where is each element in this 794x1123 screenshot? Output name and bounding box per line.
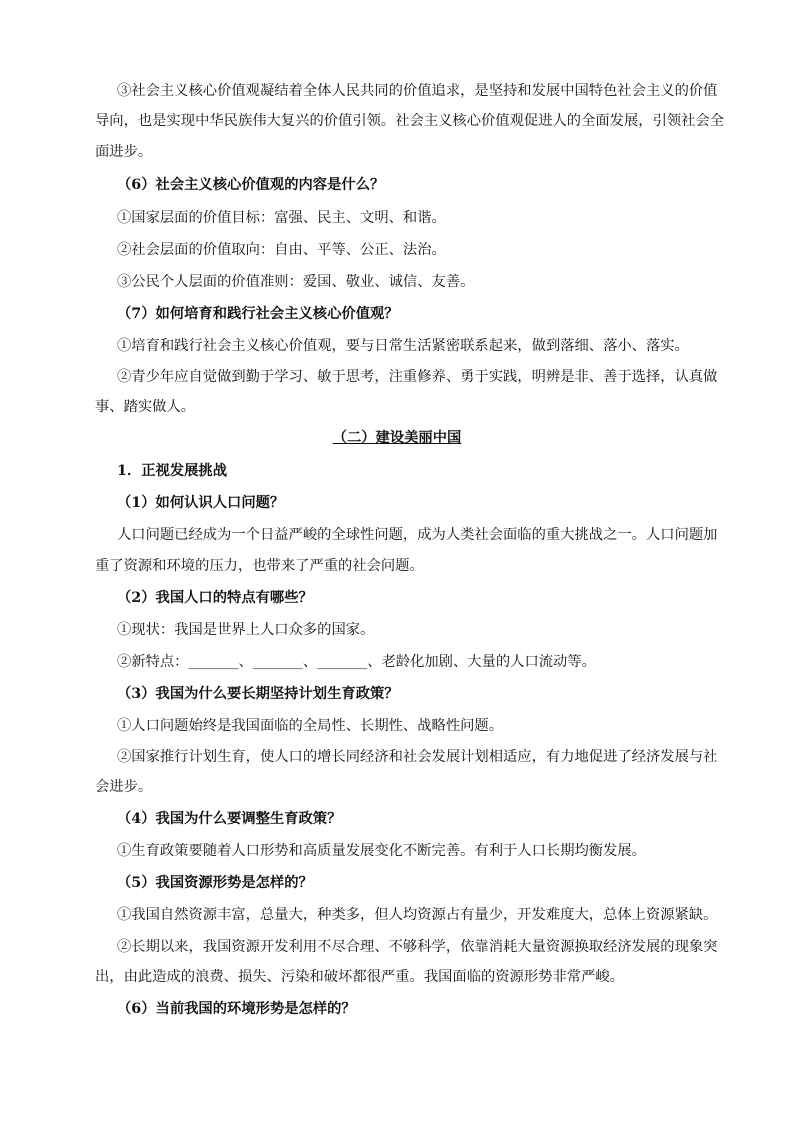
answer-line: ②青少年应自觉做到勤于学习、敏于思考，注重修养、勇于实践，明辨是非、善于选择，认真做: [117, 369, 718, 385]
question-heading: （5）我国资源形势是怎样的？: [117, 875, 313, 891]
question-heading: （7）如何培育和践行社会主义核心价值观？: [117, 306, 399, 322]
answer-line: ②社会层面的价值取向：自由、平等、公正、法治。: [117, 242, 446, 258]
answer-line: ③公民个人层面的价值准则：爱国、敬业、诚信、友善。: [117, 274, 475, 290]
answer-line: ①人口问题始终是我国面临的全局性、长期性、战略性问题。: [117, 718, 504, 734]
subsection-heading: 1．正视发展挑战: [117, 463, 228, 479]
question-heading: （3）我国为什么要长期坚持计划生育政策？: [117, 686, 399, 702]
answer-line: 会进步。: [95, 779, 153, 795]
answer-line: ①生育政策要随着人口形势和高质量发展变化不断完善。有利于人口长期均衡发展。: [117, 843, 646, 859]
answer-line-with-blanks: ②新特点：_______、_______、_______、老龄化加剧、大量的人口流动等。: [117, 654, 596, 670]
question-heading: （1）如何认识人口问题？: [117, 495, 285, 511]
answer-line: ①现状：我国是世界上人口众多的国家。: [117, 622, 375, 638]
answer-line: 人口问题已经成为一个日益严峻的全球性问题，成为人类社会面临的重大挑战之一。人口问题加: [117, 527, 718, 543]
question-heading: （6）社会主义核心价值观的内容是什么？: [117, 177, 385, 193]
answer-line: ①国家层面的价值目标：富强、民主、文明、和谐。: [117, 210, 446, 226]
question-heading: （2）我国人口的特点有哪些？: [117, 590, 313, 606]
question-heading: （4）我国为什么要调整生育政策？: [117, 811, 342, 827]
paragraph-line: ③社会主义核心价值观凝结着全体人民共同的价值追求，是坚持和发展中国特色社会主义的价值: [117, 83, 718, 99]
section-title: （二）建设美丽中国: [332, 430, 462, 446]
answer-line: ②长期以来，我国资源开发利用不尽合理、不够科学，依靠消耗大量资源换取经济发展的现象突: [117, 939, 718, 955]
paragraph-line: 导向，也是实现中华民族伟大复兴的价值引领。社会主义核心价值观促进人的全面发展，引领社会全: [95, 113, 725, 129]
answer-line: ①培育和践行社会主义核心价值观，要与日常生活紧密联系起来，做到落细、落小、落实。: [117, 338, 689, 354]
paragraph-line: 面进步。: [95, 144, 153, 160]
answer-line: 事、踏实做人。: [95, 399, 196, 415]
question-heading: （6）当前我国的环境形势是怎样的？: [117, 1001, 356, 1017]
answer-line: ②国家推行计划生育，使人口的增长同经济和社会发展计划相适应，有力地促进了经济发展与社: [117, 749, 718, 765]
answer-line: ①我国自然资源丰富，总量大，种类多，但人均资源占有量少，开发难度大，总体上资源紧缺。: [117, 907, 718, 923]
answer-line: 重了资源和环境的压力，也带来了严重的社会问题。: [95, 558, 424, 574]
answer-line: 出，由此造成的浪费、损失、污染和破坏都很严重。我国面临的资源形势非常严峻。: [95, 969, 624, 985]
